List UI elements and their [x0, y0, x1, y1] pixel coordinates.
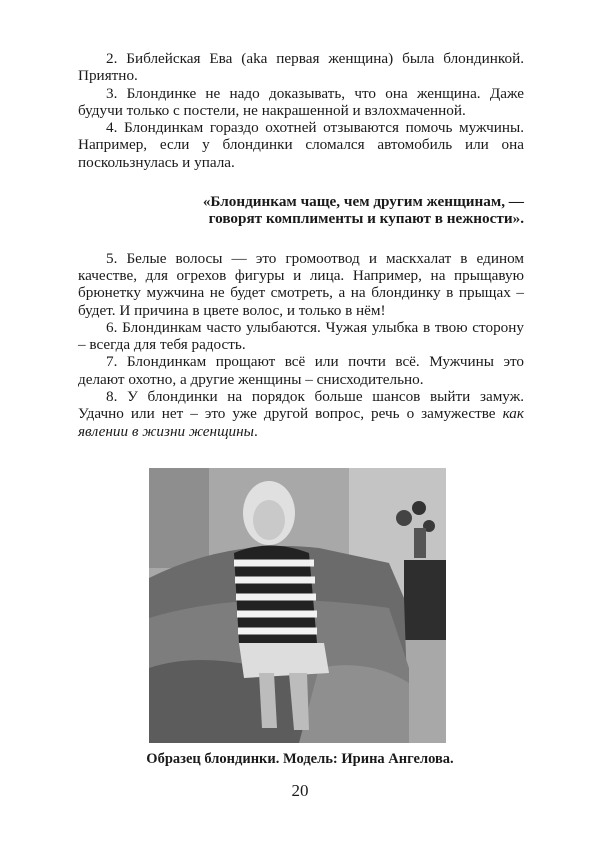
paragraph-4: 4. Блондинкам гораздо охотней отзываются помочь мужчины. Например, если у блондинки сломался автомобиль или она поскользнулась и упала.	[78, 119, 524, 171]
paragraph-2: 2. Библейская Ева (aka первая женщина) была блондинкой. Приятно.	[78, 50, 524, 85]
page-number: 20	[291, 781, 309, 800]
paragraph-7: 7. Блондинкам прощают всё или почти всё. Мужчины это делают охотно, а другие женщины – снисходительно.	[78, 353, 524, 388]
paragraph-6: 6. Блондинкам часто улыбаются. Чужая улыбка в твою сторону – всегда для тебя радость.	[78, 318, 524, 354]
paragraph-8: 8. У блондинки на порядок больше шансов выйти замуж. Удачно или нет – это уже другой вопрос, речь о замужестве как явлении в жизни женщины.	[78, 388, 524, 440]
pull-quote	[78, 193, 524, 228]
italic-phrase: как явлении в жизни женщины	[78, 405, 524, 440]
pull-quote-line-2: говорят комплименты и купают в нежности».	[208, 210, 524, 228]
pull-quote-line-1: «Блондинкам чаще, чем другим женщинам, —	[202, 193, 524, 211]
photo-blonde-model	[149, 468, 446, 743]
paragraph-5: 5. Белые волосы — это громоотвод и маскхалат в едином качестве, для огрехов фигуры и лица. Например, на прыщавую брюнетку мужчина не будет смотреть, а на блондинку в прыщах – будет. И причина в цвете волос, и только в нём!	[78, 249, 524, 319]
body-text	[78, 50, 524, 440]
photo-caption: Образец блондинки. Модель: Ирина Ангелова.	[146, 751, 454, 767]
paragraph-3: 3. Блондинке не надо доказывать, что она женщина. Даже будучи только с постели, не накрашенной и взлохмаченной.	[78, 84, 524, 119]
photo-illustration	[149, 468, 446, 743]
